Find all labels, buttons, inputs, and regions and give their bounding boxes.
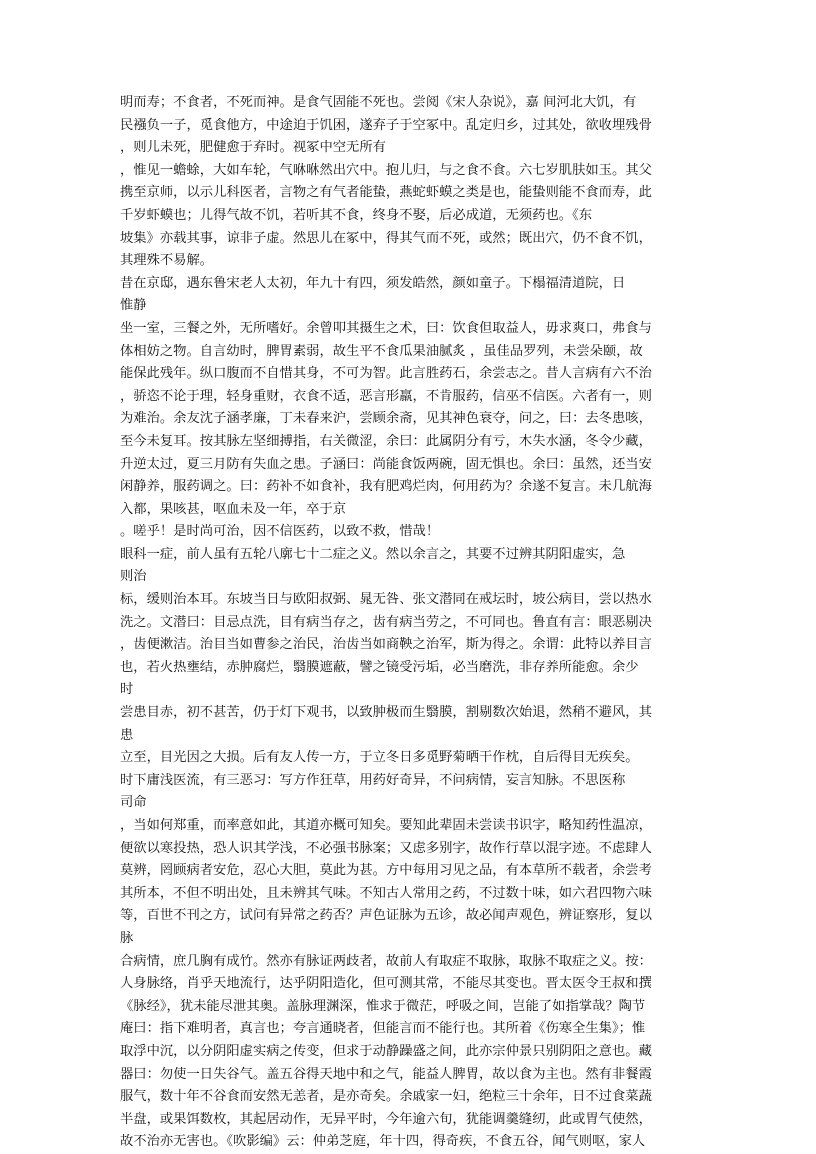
text-line: 标，缓则治本耳。东坡当日与欧阳叔弼、晁无咎、张文潜同在戒坛时，坡公病目，尝以热水: [120, 592, 652, 608]
text-line: 半盘，或果饵数枚，其起居动作，无异平时，今年逾六旬，犹能调羹缝纫，此或胃气使然，: [120, 1111, 652, 1127]
text-line: ，则儿未死，肥健愈于弃时。视冢中空无所有: [120, 140, 386, 156]
document-body: [120, 92, 696, 1154]
text-line: 等，百世不刊之方，试问有异常之药否？声色证脉为五诊，故必闻声观色，辨证察形，复以: [120, 908, 652, 924]
text-line: 便欲以寒投热，恐人识其学浅，不必强书脉案；又虑多别字，故作行草以混字迹。不虑肆人: [120, 840, 652, 856]
text-line: 惟静: [120, 298, 147, 314]
text-line: 服气，数十年不谷食而安然无恙者，是亦奇矣。余戚家一妇，绝粒三十余年，日不过食菜蔬: [120, 1089, 652, 1105]
text-line: 至今未复耳。按其脉左坚细搏指，右关微涩，余曰：此属阴分有亏，木失水涵，冬令少藏，: [120, 433, 652, 449]
text-line: ，惟见一蟾蜍，大如车轮，气咻咻然出穴中。抱儿归，与之食不食。六七岁肌肤如玉。其父: [120, 162, 652, 178]
text-line: 器曰：勿使一日失谷气。盖五谷得天地中和之气，能益人脾胃，故以食为主也。然有非餐霞: [120, 1066, 652, 1082]
text-line: 脉: [120, 930, 134, 946]
text-line: 尝患目赤，初不甚苦，仍于灯下观书，以致肿极而生翳膜，割剔数次始退，然稍不避风，其: [120, 705, 652, 721]
text-line: 体相妨之物。自言幼时，脾胃素弱，故生平不食瓜果油腻炙 ，虽佳品罗列，未尝朵颐，故: [120, 343, 643, 359]
text-line: 患: [120, 727, 134, 743]
text-line: 昔在京邸，遇东鲁宋老人太初，年九十有四，须发皓然，颜如童子。下榻福清道院，日: [120, 275, 626, 291]
text-line: 。嗟乎！是时尚可治，因不信医药，以致不救，惜哉！: [120, 524, 440, 540]
text-line: 升逆太过，夏三月防有失血之患。子涵曰：尚能食饭两碗，固无惧也。余曰：虽然，还当安: [120, 456, 652, 472]
text-line: 人身脉络，肖乎天地流行，达乎阴阳造化，但可测其常，不能尽其变也。晋太医令王叔和撰: [120, 976, 652, 992]
text-line: ，齿便漱洁。治目当如曹参之治民，治齿当如商鞅之治军，斯为得之。余谓：此特以养目言: [120, 637, 652, 653]
text-line: 时下庸浅医流，有三恶习：写方作狂草，用药好奇异，不问病情，妄言知脉。不思医称: [120, 772, 626, 788]
text-line: 千岁虾蟆也；儿得气故不饥，若听其不食，终身不娶，后必成道，无须药也。《东: [120, 207, 593, 223]
text-line: 民襁负一子，觅食他方，中途迫于饥困，遂弃子于空冢中。乱定归乡，过其处，欲收埋残骨: [120, 117, 652, 133]
text-line: 则治: [120, 569, 147, 585]
text-line: 庵曰：指下难明者，真言也；夸言通晓者，但能言而不能行也。其所着《伤寒全生集》；惟: [120, 1021, 646, 1037]
text-line: 莫辨，罔顾病者安危，忍心大胆，莫此为甚。方中每用习见之品，有本草所不载者，余尝考: [120, 863, 652, 879]
text-line: 能保此残年。纵口腹而不自惜其身，不可为智。此言胜药石，余尝志之。昔人言病有六不治: [120, 366, 652, 382]
text-line: 《脉经》，犹未能尽泄其奥。盖脉理渊深，惟求于微茫，呼吸之间，岂能了如指掌哉？陶节: [120, 998, 646, 1014]
text-line: 合病情，庶几胸有成竹。然亦有脉证两歧者，故前人有取症不取脉，取脉不取症之义。按：: [120, 953, 652, 969]
text-line: 携至京师，以示儿科医者，言物之有气者能蛰，燕蛇虾蟆之类是也，能蛰则能不食而寿，此: [120, 185, 652, 201]
text-line: 取浮中沉，以分阴阳虚实病之传变，但求于动静躁盛之间，此亦宗仲景只别阴阳之意也。藏: [120, 1043, 652, 1059]
text-line: 洗之。文潜曰：目忌点洗，目有病当存之，齿有病当劳之，不可同也。鲁直有言：眼恶剔决: [120, 614, 652, 630]
text-line: 闲静养，服药调之。曰：药补不如食补，我有肥鸡烂肉，何用药为？余遂不复言。未几航海: [120, 479, 652, 495]
text-line: 司命: [120, 795, 147, 811]
text-line: 其所本，不但不明出处，且未辨其气味。不知古人常用之药，不过数十味，如六君四物六味: [120, 885, 652, 901]
text-line: 入都，果咳甚，呕血未及一年，卒于京: [120, 501, 347, 517]
text-line: 坐一室，三餐之外，无所嗜好。余曾叩其摄生之术，曰：饮食但取益人，毋求爽口，弗食与: [120, 320, 652, 336]
text-line: ，骄恣不论于理，轻身重财，衣食不适，恶言形羸，不肯服药，信巫不信医。六者有一，则: [120, 388, 652, 404]
text-line: ，当如何郑重，而率意如此，其道亦概可知矣。要知此辈固未尝读书识字，略知药性温凉，: [120, 818, 652, 833]
text-line: 也，若火热壅结，赤肿腐烂，翳膜遮蔽，譬之镜受污垢，必当磨洗，非存养所能愈。余少: [120, 659, 639, 675]
text-line: 眼科一症，前人虽有五轮八廓七十二症之义。然以余言之，其要不过辨其阴阳虚实，急: [120, 546, 626, 562]
text-line: 为难治。余友沈子涵孝廉，丁未春来沪，尝顾余斋，见其神色衰夺，问之，曰：去冬患咳，: [120, 411, 652, 427]
text-line: 立至，目光因之大损。后有友人传一方，于立冬日多觅野菊晒干作枕，自后得目无疾矣。: [120, 750, 639, 766]
text-line: 时: [120, 682, 134, 698]
text-line: 明而寿；不食者，不死而神。是食气固能不死也。尝阅《宋人杂说》，嘉 间河北大饥，有: [120, 95, 637, 110]
text-line: 坡集》亦载其事，谅非子虚。然思儿在冢中，得其气而不死，或然；既出穴，仍不食不饥，: [120, 230, 652, 246]
text-line: 故不治亦无害也。《吹影编》云：仲弟芝庭，年十四，得奇疾，不食五谷，闻气则呕，家人: [120, 1134, 646, 1150]
text-line: 其理殊不易解。: [120, 253, 214, 269]
